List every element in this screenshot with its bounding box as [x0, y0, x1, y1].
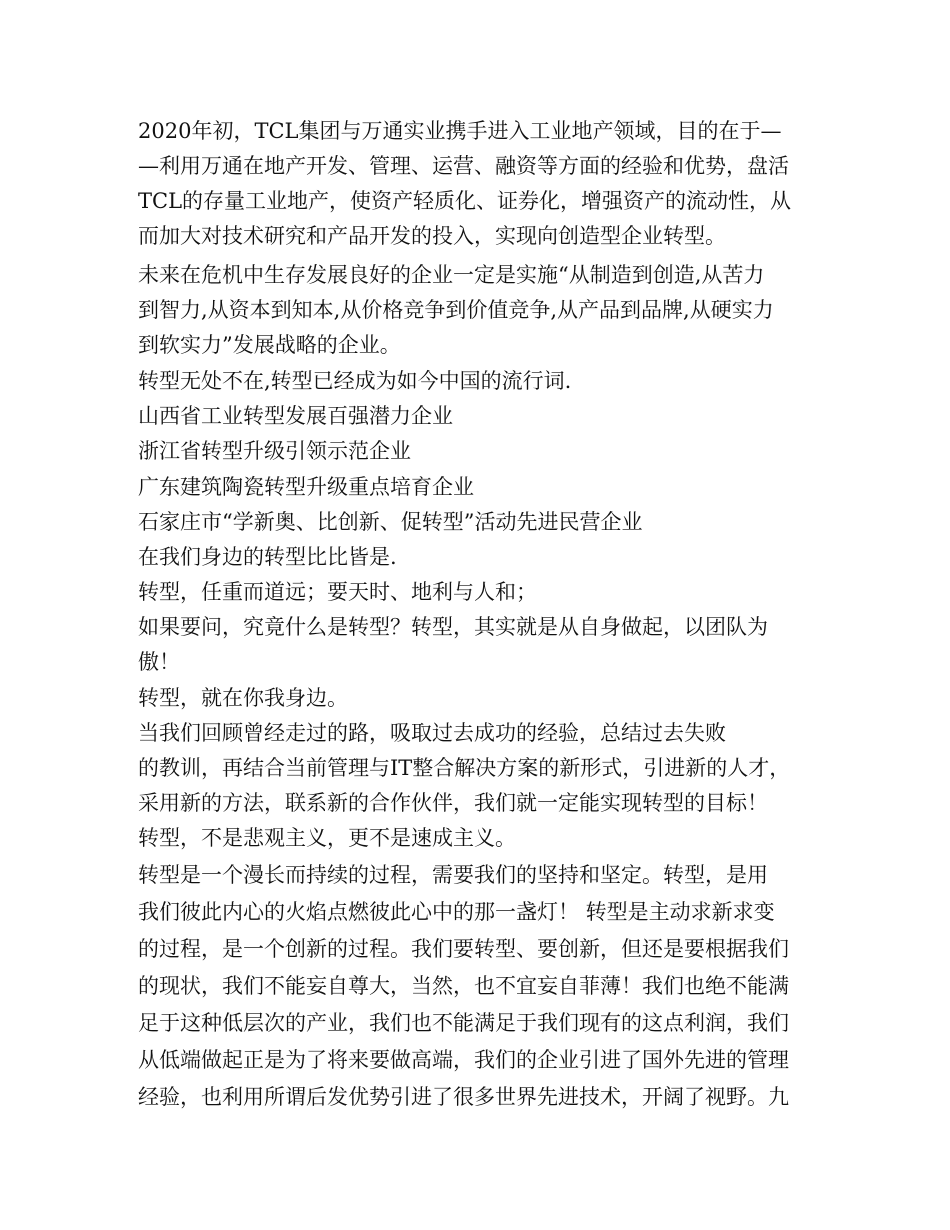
text-line: 转型，不是悲观主义，更不是速成主义。: [138, 826, 516, 850]
text-line: 2020年初，TCL集团与万通实业携手进入工业地产领域，目的在于—: [138, 119, 782, 143]
text-line: 的过程，是一个创新的过程。我们要转型、要创新，但还是要根据我们: [138, 937, 789, 961]
text-line: 我们彼此内心的火焰点燃彼此心中的那一盏灯！ 转型是主动求新求变: [138, 900, 775, 924]
text-line: 当我们回顾曾经走过的路，吸取过去成功的经验，总结过去失败: [138, 721, 726, 745]
text-line: 在我们身边的转型比比皆是.: [138, 545, 397, 569]
text-line: 的教训，再结合当前管理与IT整合解决方案的新形式，引进新的人才，: [138, 756, 791, 780]
text-line: 如果要问，究竟什么是转型？转型，其实就是从自身做起，以团队为: [138, 615, 768, 639]
text-line: 浙江省转型升级引领示范企业: [138, 439, 411, 463]
text-line: 采用新的方法，联系新的合作伙伴，我们就一定能实现转型的目标！: [138, 791, 768, 815]
text-line: 到智力,从资本到知本,从价格竞争到价值竞争,从产品到品牌,从硬实力: [138, 298, 774, 322]
text-line: 石家庄市“学新奥、比创新、促转型”活动先进民营企业: [138, 510, 643, 534]
text-line: 山西省工业转型发展百强潜力企业: [138, 404, 453, 428]
text-line: 而加大对技术研究和产品开发的投入，实现向创造型企业转型。: [138, 224, 726, 248]
text-line: 经验，也利用所谓后发优势引进了很多世界先进技术，开阔了视野。九: [138, 1085, 789, 1109]
text-line: 傲！: [138, 650, 180, 674]
text-line: 转型，就在你我身边。: [138, 686, 348, 710]
text-line: 足于这种低层次的产业，我们也不能满足于我们现有的这点利润，我们: [138, 1011, 789, 1035]
text-line: 从低端做起正是为了将来要做高端，我们的企业引进了国外先进的管理: [138, 1048, 789, 1072]
text-line: 未来在危机中生存发展良好的企业一定是实施“从制造到创造,从苦力: [138, 263, 765, 287]
text-line: 广东建筑陶瓷转型升级重点培育企业: [138, 475, 474, 499]
text-line: 转型是一个漫长而持续的过程，需要我们的坚持和坚定。转型，是用: [138, 863, 768, 887]
text-line: 转型，任重而道远；要天时、地利与人和；: [138, 580, 537, 604]
text-line: —利用万通在地产开发、管理、运营、融资等方面的经验和优势，盘活: [138, 154, 789, 178]
text-line: 转型无处不在,转型已经成为如今中国的流行词.: [138, 369, 572, 393]
text-line: 到软实力”发展战略的企业。: [138, 333, 401, 357]
text-line: 的现状，我们不能妄自尊大，当然，也不宜妄自菲薄！我们也绝不能满: [138, 974, 789, 998]
text-line: TCL的存量工业地产，使资产轻质化、证券化，增强资产的流动性，从: [138, 189, 792, 213]
